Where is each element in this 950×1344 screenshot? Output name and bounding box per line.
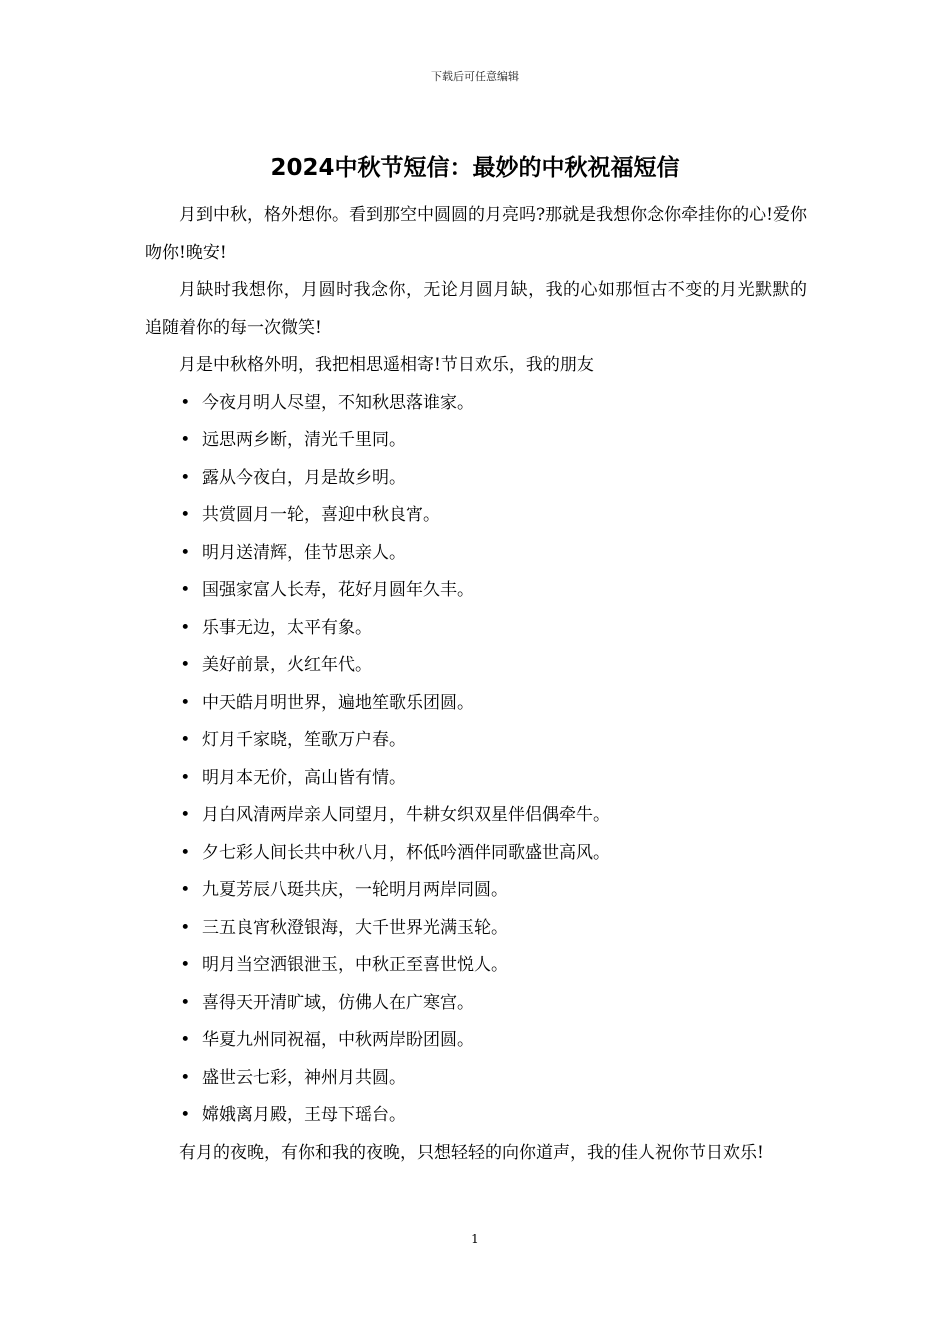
bullet-list xyxy=(145,385,807,1135)
bullet-icon: • xyxy=(180,692,191,713)
list-item xyxy=(145,1060,807,1098)
list-item xyxy=(145,685,807,723)
list-item xyxy=(145,872,807,910)
intro-paragraph: 月到中秋，格外想你。看到那空中圆圆的月亮吗?那就是我想你念你牵挂你的心!爱你吻你!晚安! xyxy=(145,205,807,263)
list-item-text: 明月送清辉，佳节思亲人。 xyxy=(202,542,406,563)
list-item xyxy=(145,460,807,498)
intro-paragraph: 月缺时我想你，月圆时我念你，无论月圆月缺，我的心如那恒古不变的月光默默的追随着你的每一次微笑! xyxy=(145,280,807,338)
list-item xyxy=(145,422,807,460)
list-item-text: 盛世云七彩，神州月共圆。 xyxy=(202,1067,406,1088)
list-item xyxy=(145,385,807,423)
page-title: 2024中秋节短信：最妙的中秋祝福短信 xyxy=(270,155,680,181)
bullet-icon: • xyxy=(180,767,191,788)
list-item-text: 今夜月明人尽望，不知秋思落谁家。 xyxy=(202,392,474,413)
list-item xyxy=(145,572,807,610)
list-item xyxy=(145,947,807,985)
list-item-text: 国强家富人长寿，花好月圆年久丰。 xyxy=(202,580,474,600)
list-item-text: 华夏九州同祝福，中秋两岸盼团圆。 xyxy=(202,1030,474,1050)
intro-paragraph: 月是中秋格外明，我把相思遥相寄!节日欢乐，我的朋友 xyxy=(179,355,594,375)
bullet-icon: • xyxy=(180,842,191,863)
list-item xyxy=(145,497,807,535)
list-item-text: 远思两乡断，清光千里同。 xyxy=(202,430,406,450)
document-body xyxy=(145,197,807,1172)
bullet-icon: • xyxy=(180,955,191,975)
bullet-icon: • xyxy=(180,1067,191,1088)
list-item xyxy=(145,910,807,948)
list-item xyxy=(145,647,807,685)
bullet-icon: • xyxy=(180,392,191,413)
bullet-icon: • xyxy=(180,730,191,750)
bullet-icon: • xyxy=(180,655,191,675)
list-item xyxy=(145,1022,807,1060)
list-item xyxy=(145,610,807,648)
list-item xyxy=(145,985,807,1023)
bullet-icon: • xyxy=(180,542,191,563)
bullet-icon: • xyxy=(180,1105,191,1125)
list-item xyxy=(145,535,807,573)
bullet-icon: • xyxy=(180,617,191,638)
list-item-text: 共赏圆月一轮，喜迎中秋良宵。 xyxy=(202,505,440,525)
list-item-text: 夕七彩人间长共中秋八月，杯低吟酒伴同歌盛世高风。 xyxy=(202,842,610,863)
bullet-icon: • xyxy=(180,805,191,825)
bullet-icon: • xyxy=(180,992,191,1013)
list-item xyxy=(145,1097,807,1135)
header-note: 下载后可任意编辑 xyxy=(431,70,519,83)
list-item xyxy=(145,797,807,835)
list-item-text: 灯月千家晓，笙歌万户春。 xyxy=(202,730,406,750)
closing-paragraph: 有月的夜晚，有你和我的夜晚，只想轻轻的向你道声，我的佳人祝你节日欢乐! xyxy=(179,1142,764,1163)
list-item-text: 三五良宵秋澄银海，大千世界光满玉轮。 xyxy=(202,917,508,938)
list-item-text: 嫦娥离月殿，王母下瑶台。 xyxy=(202,1105,406,1125)
bullet-icon: • xyxy=(180,880,191,900)
list-item-text: 明月本无价，高山皆有情。 xyxy=(202,767,406,788)
list-item-text: 乐事无边，太平有象。 xyxy=(202,617,372,638)
bullet-icon: • xyxy=(180,580,191,600)
list-item-text: 九夏芳辰八珽共庆，一轮明月两岸同圆。 xyxy=(202,880,508,900)
bullet-icon: • xyxy=(180,467,191,488)
bullet-icon: • xyxy=(180,917,191,938)
list-item-text: 中天皓月明世界，遍地笙歌乐团圆。 xyxy=(202,692,474,713)
bullet-icon: • xyxy=(180,1030,191,1050)
list-item-text: 露从今夜白，月是故乡明。 xyxy=(202,467,406,488)
bullet-icon: • xyxy=(180,505,191,525)
list-item-text: 明月当空洒银泄玉，中秋正至喜世悦人。 xyxy=(202,955,508,975)
page-number: 1 xyxy=(471,1232,479,1246)
list-item xyxy=(145,835,807,873)
list-item-text: 月白风清两岸亲人同望月，牛耕女织双星伴侣偶牵牛。 xyxy=(202,805,610,825)
list-item xyxy=(145,722,807,760)
list-item-text: 喜得天开清旷域，仿佛人在广寒宫。 xyxy=(202,992,474,1013)
list-item-text: 美好前景，火红年代。 xyxy=(202,655,372,675)
bullet-icon: • xyxy=(180,430,191,450)
list-item xyxy=(145,760,807,798)
